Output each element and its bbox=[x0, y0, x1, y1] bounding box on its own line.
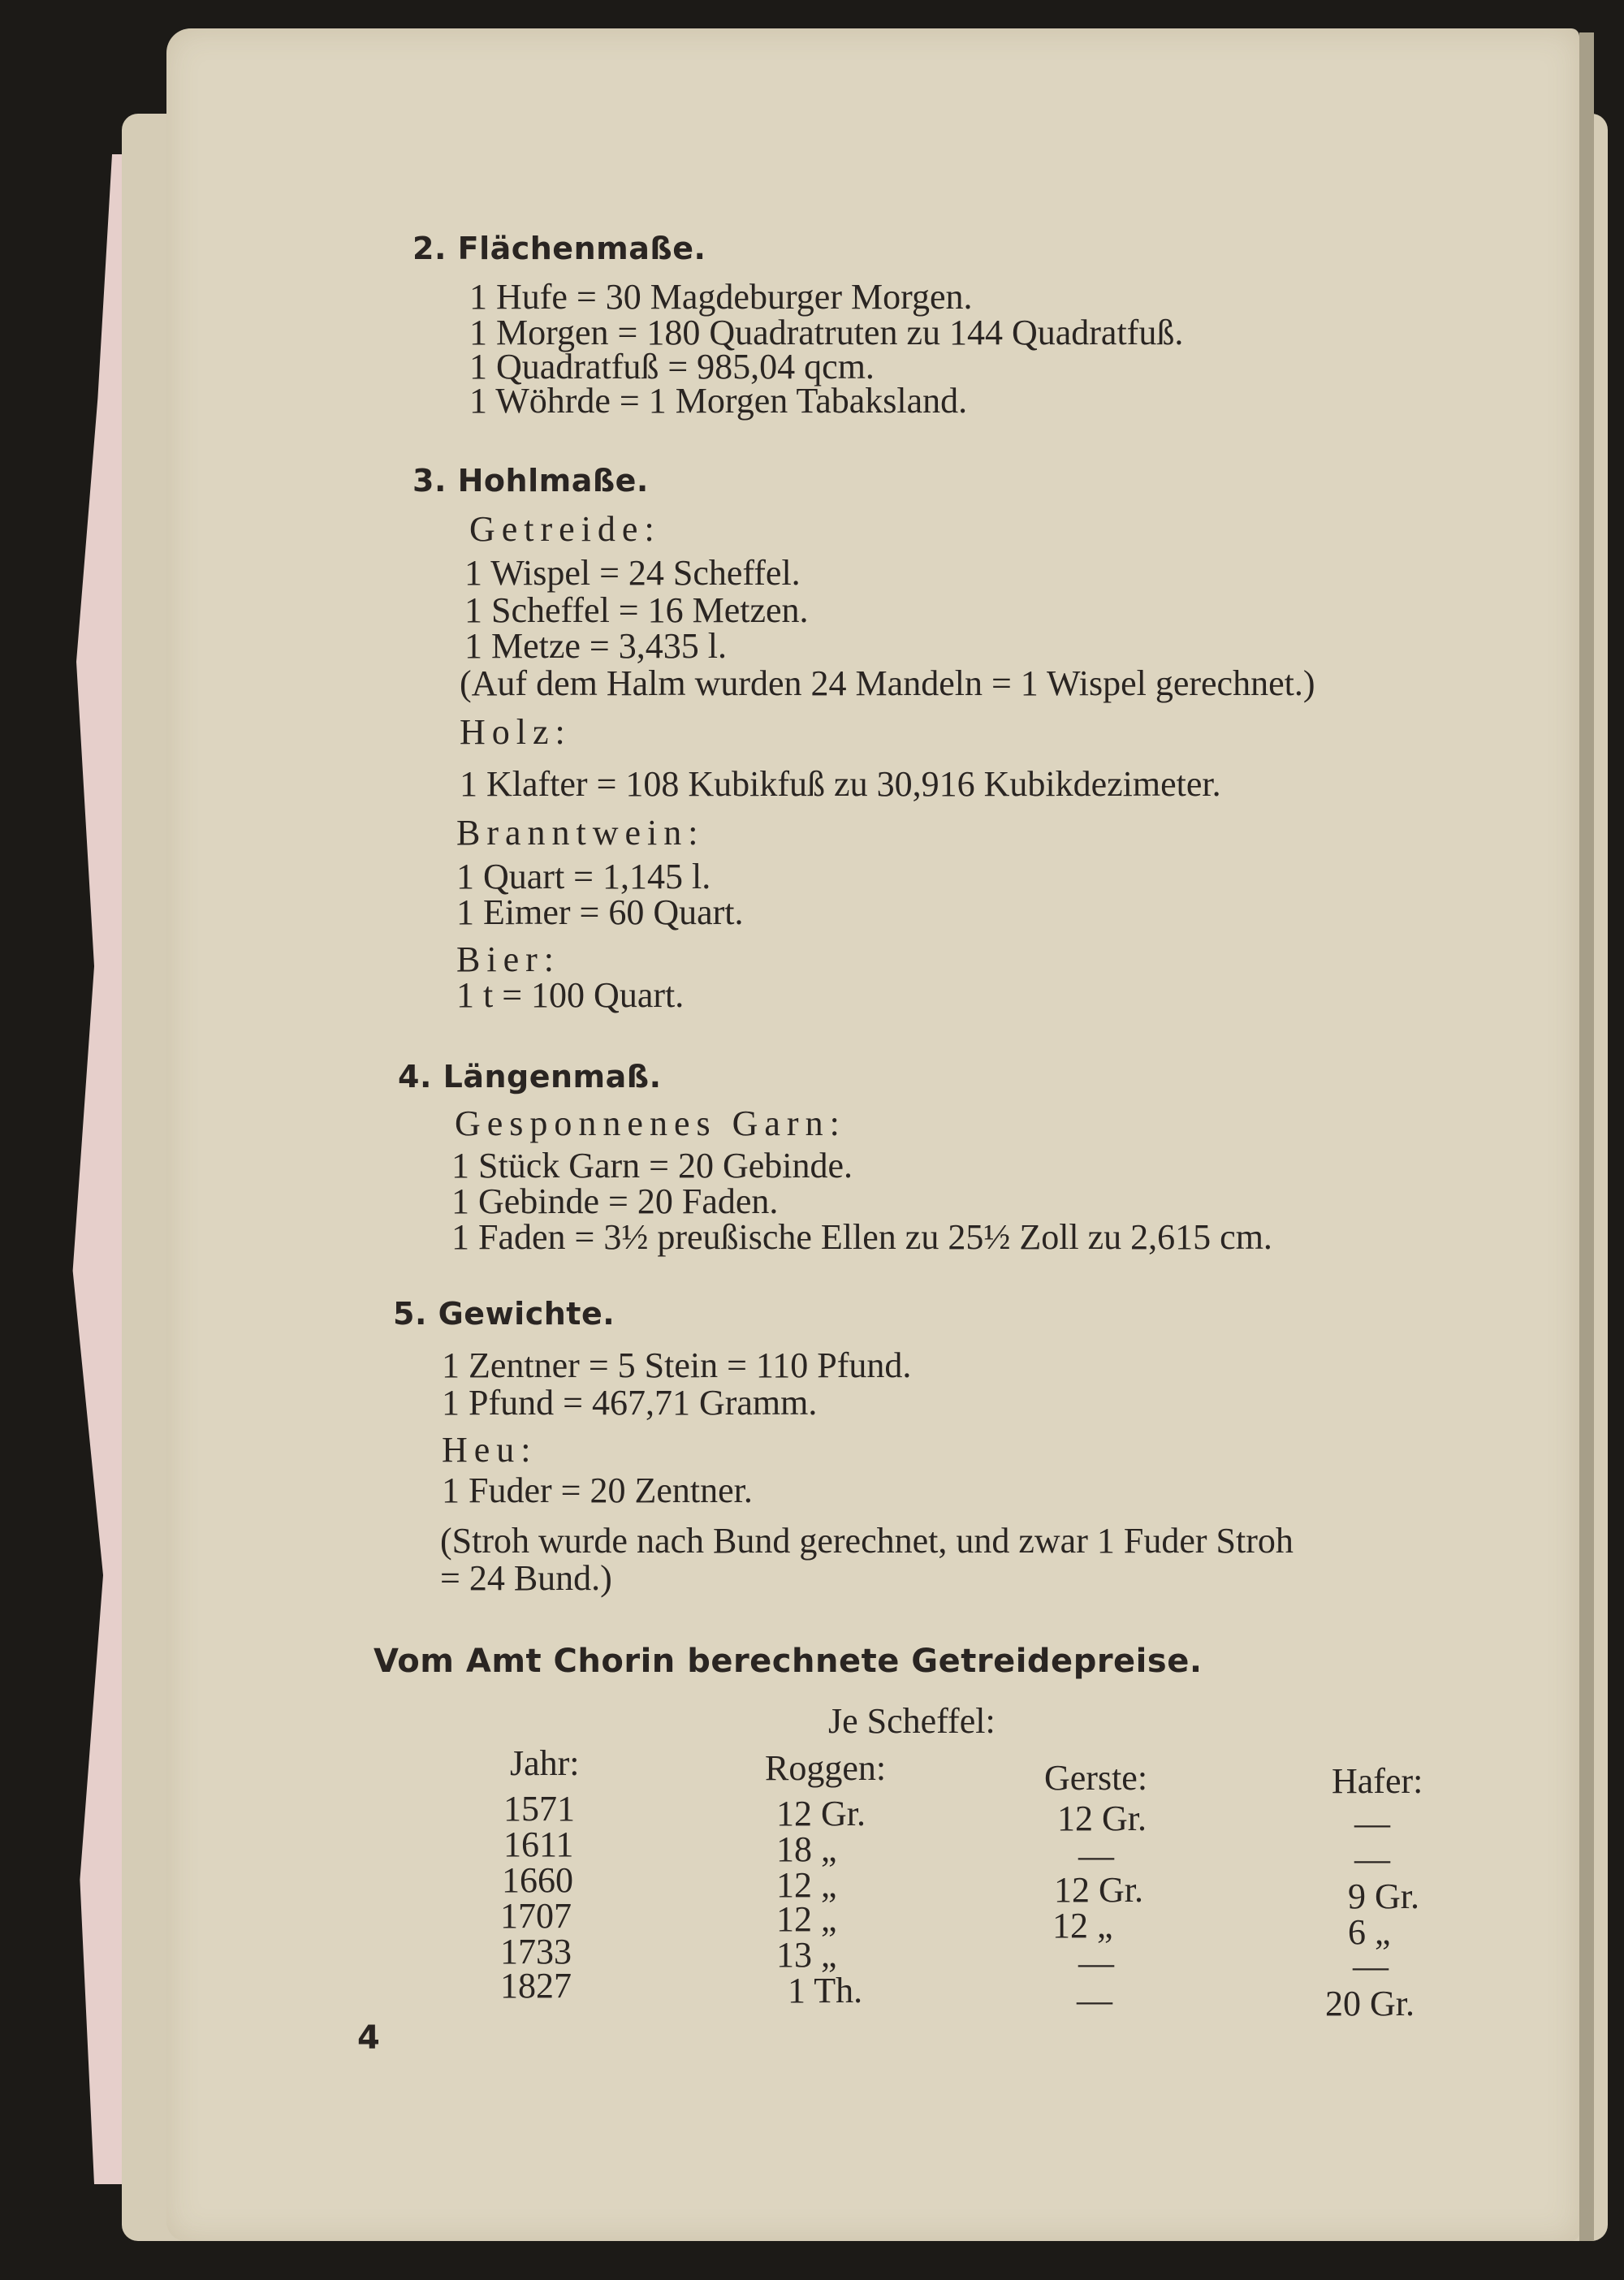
text-line: 1 Metze = 3,435 l. bbox=[464, 626, 727, 666]
table-cell-roggen: 12 Gr. bbox=[776, 1794, 866, 1833]
table-cell-hafer: 20 Gr. bbox=[1325, 1984, 1415, 2023]
table-cell-year: 1707 bbox=[500, 1896, 572, 1936]
table-cell-hafer: 9 Gr. bbox=[1348, 1876, 1419, 1916]
table-cell-gerste: 12 „ bbox=[1052, 1906, 1113, 1945]
text-line: (Auf dem Halm wurden 24 Mandeln = 1 Wispel gerechnet.) bbox=[460, 663, 1315, 703]
table-cell-roggen: 1 Th. bbox=[788, 1971, 863, 2010]
text-line: 1 Zentner = 5 Stein = 110 Pfund. bbox=[442, 1345, 912, 1385]
table-cell-roggen: 12 „ bbox=[776, 1865, 837, 1905]
text-line: 1 Stück Garn = 20 Gebinde. bbox=[451, 1146, 853, 1185]
section-heading-laengenmass: 4. Längenmaß. bbox=[398, 1059, 662, 1095]
price-table-subtitle: Je Scheffel: bbox=[828, 1701, 996, 1741]
table-cell-year: 1733 bbox=[500, 1932, 572, 1971]
text-line: 1 Wispel = 24 Scheffel. bbox=[464, 553, 801, 593]
table-cell-hafer: — bbox=[1354, 1839, 1390, 1879]
table-cell-gerste: 12 Gr. bbox=[1054, 1870, 1143, 1910]
text-line: 1 Morgen = 180 Quadratruten zu 144 Quadratfuß. bbox=[469, 313, 1184, 352]
text-line: 1 Fuder = 20 Zentner. bbox=[442, 1470, 753, 1510]
table-cell-gerste: 12 Gr. bbox=[1057, 1799, 1147, 1838]
text-line: 1 Klafter = 108 Kubikfuß zu 30,916 Kubikdezimeter. bbox=[460, 764, 1221, 804]
page-number: 4 bbox=[357, 2019, 380, 2057]
table-cell-gerste: — bbox=[1077, 1980, 1112, 2020]
column-header-roggen: Roggen: bbox=[765, 1748, 887, 1788]
text-line: 1 Pfund = 467,71 Gramm. bbox=[442, 1383, 818, 1423]
subheading-heu: Heu: bbox=[442, 1430, 538, 1470]
section-heading-flaechenmasse: 2. Flächenmaße. bbox=[412, 231, 706, 266]
text-line: 1 Wöhrde = 1 Morgen Tabaksland. bbox=[469, 381, 968, 421]
subheading-holz: Holz: bbox=[460, 712, 572, 752]
table-cell-hafer: — bbox=[1353, 1946, 1389, 1986]
text-line: 1 Eimer = 60 Quart. bbox=[456, 892, 744, 932]
table-cell-gerste: — bbox=[1078, 1836, 1114, 1876]
table-cell-year: 1611 bbox=[503, 1824, 574, 1864]
column-header-jahr: Jahr: bbox=[510, 1743, 580, 1783]
text-line: = 24 Bund.) bbox=[440, 1558, 612, 1598]
table-cell-year: 1660 bbox=[502, 1860, 573, 1900]
table-cell-roggen: 12 „ bbox=[776, 1899, 837, 1939]
subheading-bier: Bier: bbox=[456, 939, 560, 979]
book-gutter bbox=[1579, 32, 1594, 2241]
price-table-title: Vom Amt Chorin berechnete Getreidepreise. bbox=[374, 1643, 1203, 1680]
subheading-getreide: Getreide: bbox=[469, 509, 661, 549]
subheading-garn: Gesponnenes Garn: bbox=[455, 1103, 846, 1143]
text-line: 1 Faden = 3½ preußische Ellen zu 25½ Zoll zu 2,615 cm. bbox=[451, 1217, 1272, 1257]
table-cell-roggen: 18 „ bbox=[776, 1829, 837, 1869]
table-cell-roggen: 13 „ bbox=[776, 1935, 837, 1975]
section-heading-hohlmasse: 3. Hohlmaße. bbox=[412, 463, 649, 499]
text-line: 1 Hufe = 30 Magdeburger Morgen. bbox=[469, 277, 973, 317]
table-cell-year: 1827 bbox=[500, 1966, 572, 2006]
text-line: 1 Gebinde = 20 Faden. bbox=[451, 1181, 779, 1221]
text-line: (Stroh wurde nach Bund gerechnet, und zwar 1 Fuder Stroh bbox=[440, 1521, 1294, 1561]
subheading-branntwein: Branntwein: bbox=[456, 813, 705, 853]
text-line: 1 Scheffel = 16 Metzen. bbox=[464, 590, 809, 630]
text-line: 1 Quart = 1,145 l. bbox=[456, 857, 711, 896]
section-heading-gewichte: 5. Gewichte. bbox=[393, 1296, 615, 1332]
table-cell-gerste: — bbox=[1078, 1943, 1114, 1983]
column-header-gerste: Gerste: bbox=[1044, 1758, 1148, 1798]
table-cell-hafer: — bbox=[1354, 1803, 1390, 1843]
text-line: 1 Quadratfuß = 985,04 qcm. bbox=[469, 347, 875, 386]
column-header-hafer: Hafer: bbox=[1332, 1761, 1423, 1801]
text-line: 1 t = 100 Quart. bbox=[456, 975, 685, 1015]
table-cell-hafer: 6 „ bbox=[1348, 1912, 1391, 1952]
table-cell-year: 1571 bbox=[503, 1789, 575, 1829]
